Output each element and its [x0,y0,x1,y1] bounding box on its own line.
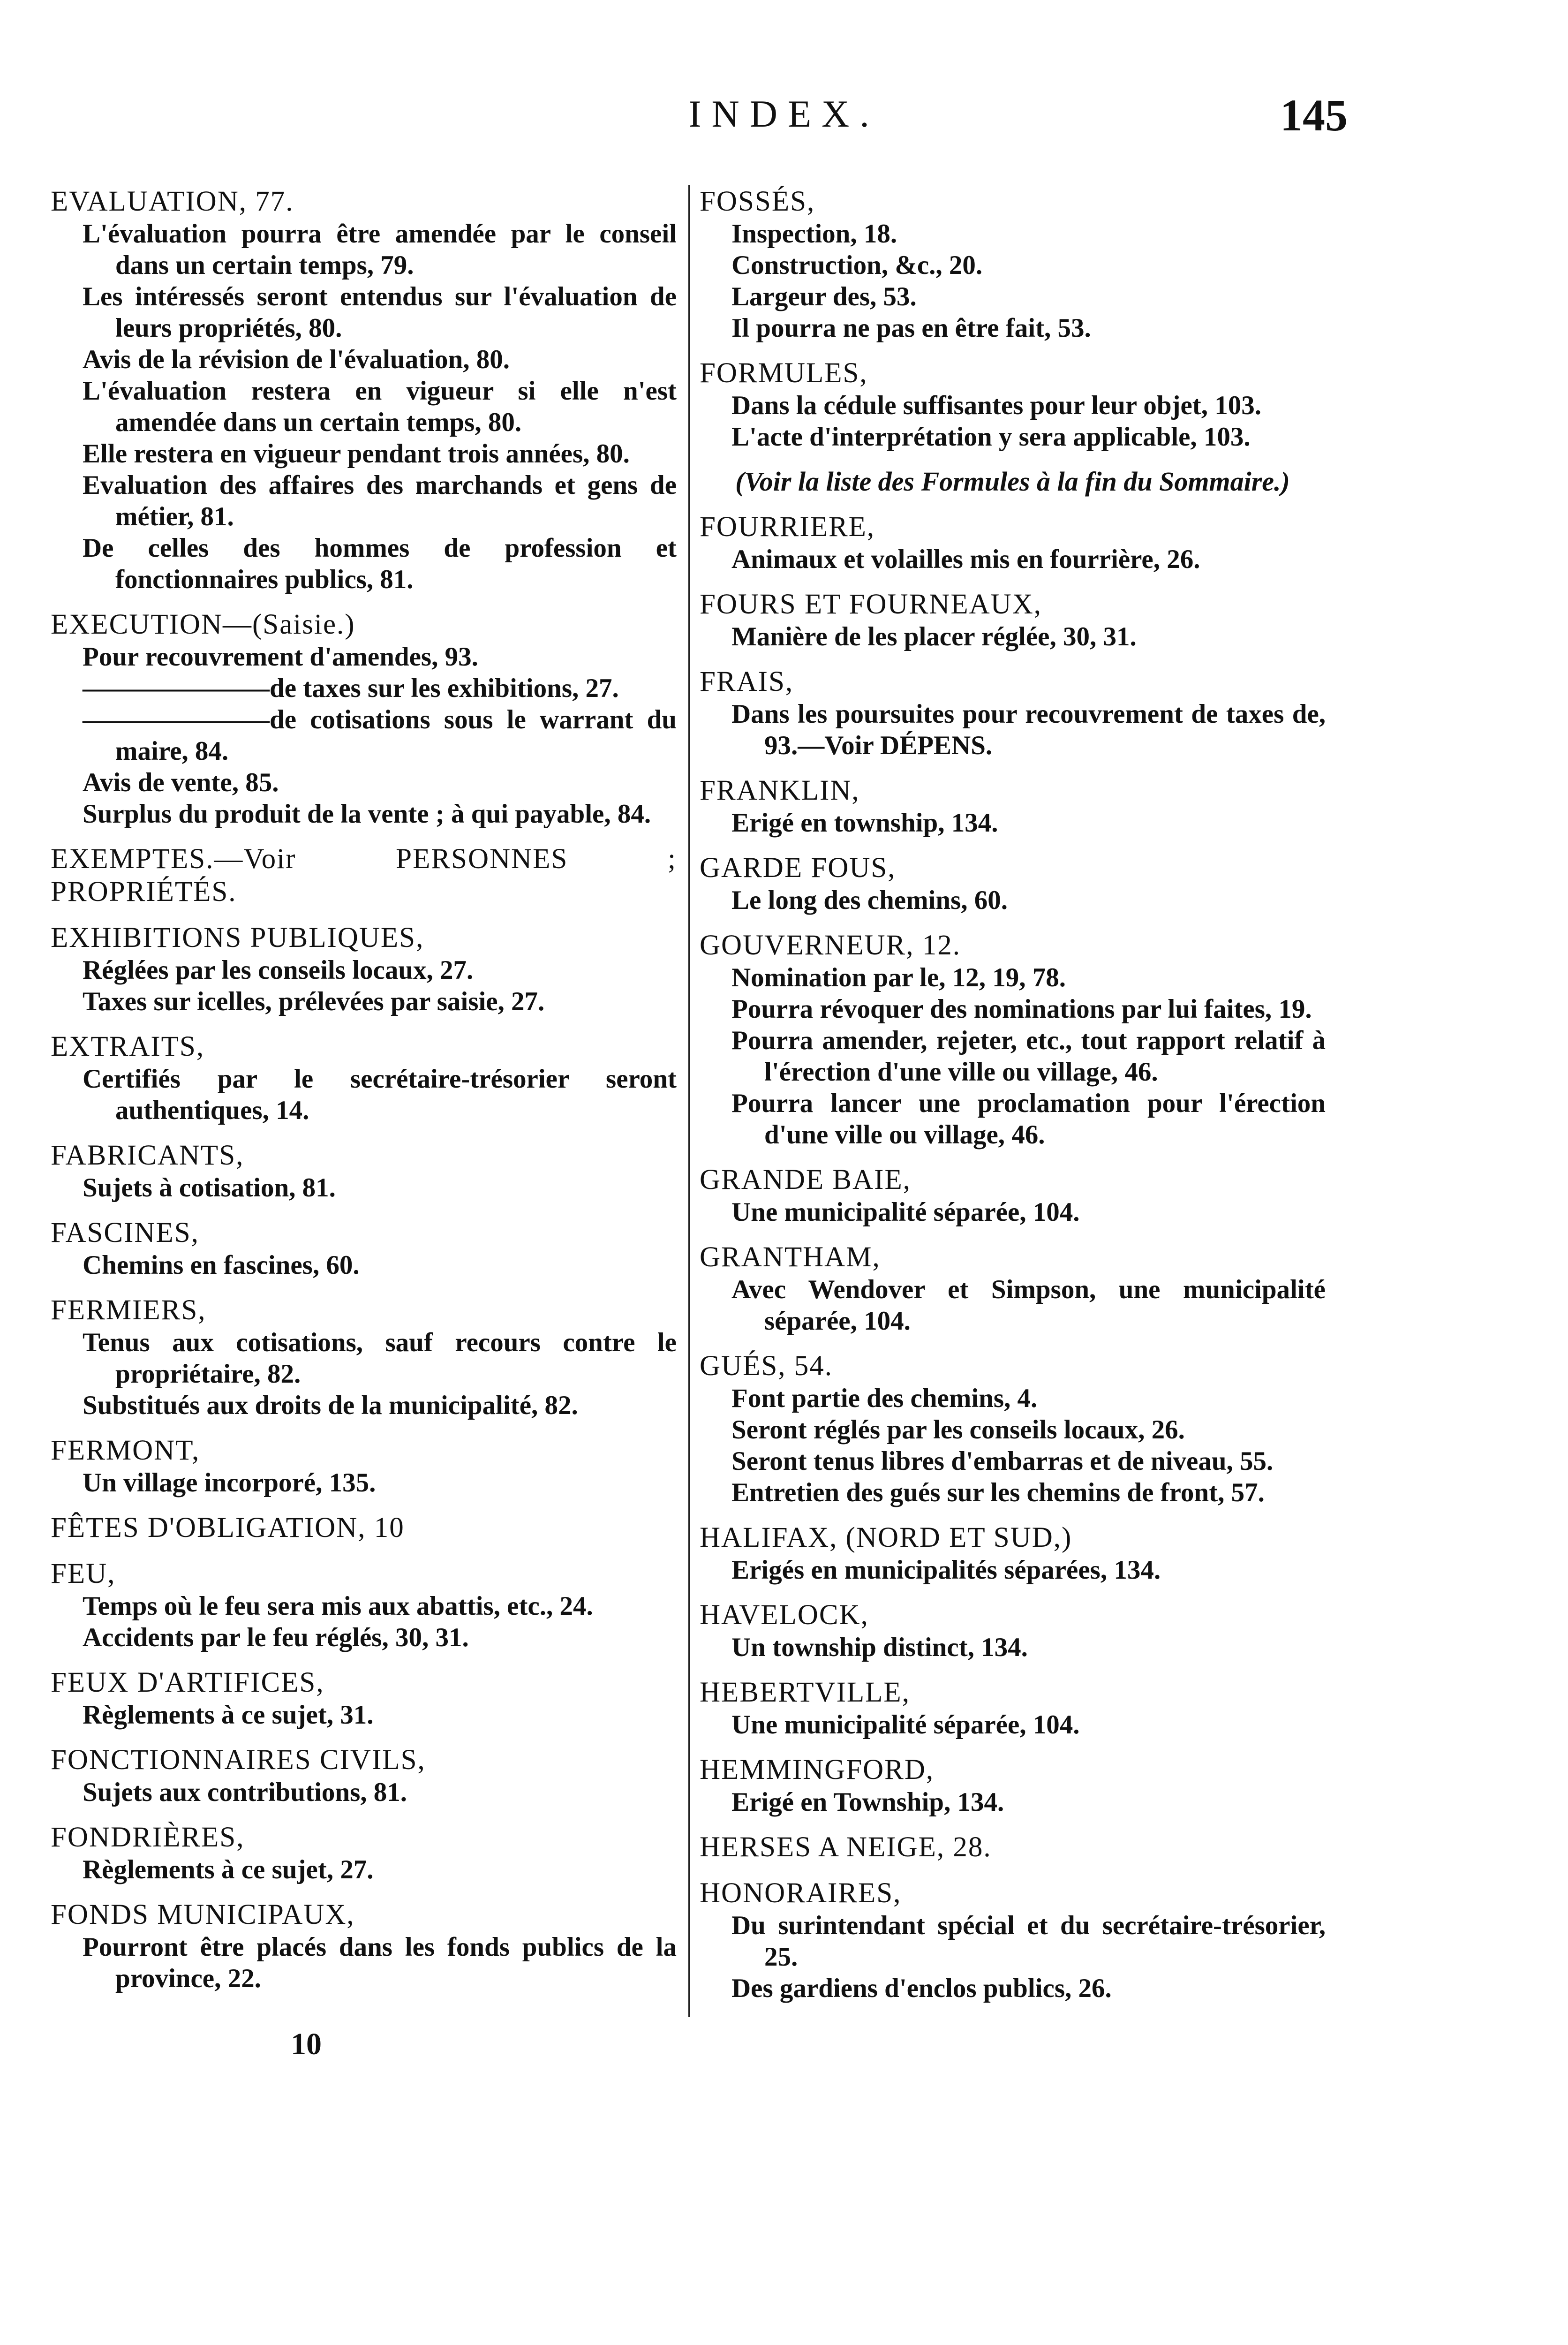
index-subentry: Construction, &c., 20. [731,250,983,280]
index-heading: FRANKLIN, [700,775,860,806]
index-column-left [51,185,677,2007]
index-entry [51,843,677,908]
index-subentry: Inspection, 18. [731,219,897,249]
index-heading: FABRICANTS, [51,1140,244,1171]
index-entry [51,1821,677,1885]
index-subentry: Certifiés par le secrétaire-trésorier seront authentiques, 14. [83,1064,677,1125]
index-heading: GRANTHAM, [700,1241,881,1273]
index-subentry: Largeur des, 53. [731,282,917,311]
index-heading: FASCINES, [51,1217,199,1248]
index-entry [51,1899,677,1994]
index-subentry: Manière de les placer réglée, 30, 31. [731,622,1137,651]
index-subentry: Substitués aux droits de la municipalité, 82. [83,1391,578,1420]
index-subentry: L'évaluation pourra être amendée par le conseil dans un certain temps, 79. [83,219,677,280]
index-subentry: Pour recouvrement d'amendes, 93. [83,642,478,672]
index-entry [700,1599,1326,1663]
index-entry [700,852,1326,916]
index-subentry: Pourra lancer une proclamation pour l'érection d'une ville ou village, 46. [731,1089,1326,1150]
index-entry [51,1139,677,1203]
index-subentry: Pourra révoquer des nominations par lui faites, 19. [731,994,1312,1024]
index-heading: GARDE FOUS, [700,852,896,884]
index-subentry: Le long des chemins, 60. [731,885,1008,915]
index-subentry: Dans la cédule suffisantes pour leur objet, 103. [731,391,1262,420]
index-entry [700,511,1326,575]
signature-mark: 10 [291,2027,322,2061]
index-subentry: L'acte d'interprétation y sera applicable, 103. [731,422,1251,452]
index-subentry: Surplus du produit de la vente ; à qui payable, 84. [83,799,651,829]
index-heading: FONDS MUNICIPAUX, [51,1899,355,1930]
index-entry [700,774,1326,839]
index-subentry: Chemins en fascines, 60. [83,1250,360,1280]
index-subentry: Un village incorporé, 135. [83,1468,376,1498]
index-entry [700,1241,1326,1337]
index-entry [700,1164,1326,1228]
index-entry [700,1831,1326,1864]
index-heading: HALIFAX, (NORD ET SUD,) [700,1522,1072,1553]
index-entry [700,357,1326,453]
index-subentry: Tenus aux cotisations, sauf recours contre le propriétaire, 82. [83,1328,677,1389]
index-entry [51,1512,677,1544]
index-heading: FOSSÉS, [700,186,815,217]
index-entry [700,666,1326,761]
index-heading: GUÉS, 54. [700,1350,833,1382]
index-entry [51,1744,677,1808]
index-subentry: Pourront être placés dans les fonds publics de la province, 22. [83,1932,677,1993]
index-entry [51,1030,677,1126]
index-subentry: Des gardiens d'enclos publics, 26. [731,1974,1112,2003]
index-entry [700,1521,1326,1586]
index-heading: FORMULES, [700,357,868,389]
index-heading: FRAIS, [700,666,794,697]
index-heading: HAVELOCK, [700,1599,869,1631]
index-subentry: Sujets aux contributions, 81. [83,1778,407,1807]
index-heading: HEMMINGFORD, [700,1754,935,1785]
index-entry [51,1217,677,1281]
index-entry [700,185,1326,344]
index-subentry: ———————de cotisations sous le warrant du maire, 84. [83,705,677,766]
index-entry [700,466,1326,498]
index-heading: EXECUTION—(Saisie.) [51,609,355,640]
index-heading: FERMIERS, [51,1294,206,1326]
index-heading: FONDRIÈRES, [51,1822,245,1853]
index-entry [51,185,677,595]
index-subentry: Animaux et volailles mis en fourrière, 26. [731,545,1200,574]
index-heading: EVALUATION, 77. [51,186,294,217]
index-heading: HERSES A NEIGE, 28. [700,1831,992,1863]
index-subentry: Dans les poursuites pour recouvrement de taxes de, 93.—Voir DÉPENS. [731,699,1326,760]
index-heading: FOURS ET FOURNEAUX, [700,589,1042,620]
index-subentry: Temps où le feu sera mis aux abattis, etc., 24. [83,1591,593,1621]
index-subentry: Nomination par le, 12, 19, 78. [731,963,1066,992]
index-subentry: Un township distinct, 134. [731,1633,1028,1662]
index-entry [700,1350,1326,1508]
index-column-right [700,185,1326,2017]
index-subentry: Avec Wendover et Simpson, une municipalité séparée, 104. [731,1275,1326,1336]
index-subentry: Accidents par le feu réglés, 30, 31. [83,1623,469,1652]
index-subentry: Les intéressés seront entendus sur l'évaluation de leurs propriétés, 80. [83,282,677,343]
index-entry [51,922,677,1017]
index-entry [51,1434,677,1498]
index-heading: HONORAIRES, [700,1877,902,1909]
page-number: 145 [1280,90,1348,140]
index-heading: EXEMPTES.—Voir PERSONNES ; PROPRIÉTÉS. [51,843,677,908]
index-subentry: De celles des hommes de profession et fonctionnaires publics, 81. [83,533,677,594]
index-heading: FEUX D'ARTIFICES, [51,1667,324,1698]
index-subentry: Du surintendant spécial et du secrétaire-trésorier, 25. [731,1911,1326,1972]
index-subentry: Evaluation des affaires des marchands et gens de métier, 81. [83,470,677,531]
index-entry [700,929,1326,1150]
index-heading: FERMONT, [51,1435,200,1466]
index-entry [700,588,1326,652]
index-heading: FONCTIONNAIRES CIVILS, [51,1744,426,1776]
index-subentry: Elle restera en vigueur pendant trois années, 80. [83,439,630,469]
page-title: INDEX. [688,92,880,135]
index-heading: EXHIBITIONS PUBLIQUES, [51,922,424,953]
index-heading: FEU, [51,1558,116,1589]
index-subentry: Erigés en municipalités séparées, 134. [731,1555,1161,1585]
index-subentry: Font partie des chemins, 4. [731,1384,1038,1413]
index-subentry: Règlements à ce sujet, 27. [83,1855,374,1884]
index-entry [51,1294,677,1421]
index-subentry: Une municipalité séparée, 104. [731,1197,1080,1227]
index-subentry: Avis de la révision de l'évaluation, 80. [83,345,510,374]
index-subentry: Erigé en township, 134. [731,808,998,838]
column-divider [688,185,690,2017]
index-heading: GRANDE BAIE, [700,1164,911,1195]
index-heading: FÊTES D'OBLIGATION, 10 [51,1512,405,1543]
index-entry [700,1754,1326,1818]
index-entry [51,1666,677,1731]
index-subentry: Pourra amender, rejeter, etc., tout rapport relatif à l'érection d'une ville ou village, 46. [731,1026,1326,1087]
index-entry [700,1877,1326,2004]
index-subentry: Seront tenus libres d'embarras et de niveau, 55. [731,1446,1274,1476]
index-entry [700,1676,1326,1740]
index-subentry: Règlements à ce sujet, 31. [83,1700,374,1730]
index-heading: FOURRIERE, [700,511,875,543]
index-subentry: Réglées par les conseils locaux, 27. [83,955,474,985]
index-heading: GOUVERNEUR, 12. [700,930,961,961]
index-heading: HEBERTVILLE, [700,1677,910,1708]
index-subentry: ———————de taxes sur les exhibitions, 27. [83,673,619,703]
index-entry [51,1558,677,1653]
index-heading: EXTRAITS, [51,1031,205,1062]
index-entry [51,608,677,830]
index-subentry: Erigé en Township, 134. [731,1787,1004,1817]
index-subentry: Seront réglés par les conseils locaux, 26. [731,1415,1185,1445]
index-subentry: L'évaluation restera en vigueur si elle n'est amendée dans un certain temps, 80. [83,376,677,437]
index-subentry: Entretien des gués sur les chemins de front, 57. [731,1478,1265,1507]
index-note: (Voir la liste des Formules à la fin du Sommaire.) [735,466,1290,497]
index-subentry: Avis de vente, 85. [83,768,279,797]
index-subentry: Il pourra ne pas en être fait, 53. [731,313,1091,343]
index-subentry: Une municipalité séparée, 104. [731,1710,1080,1740]
index-subentry: Taxes sur icelles, prélevées par saisie, 27. [83,987,545,1016]
index-subentry: Sujets à cotisation, 81. [83,1173,336,1203]
